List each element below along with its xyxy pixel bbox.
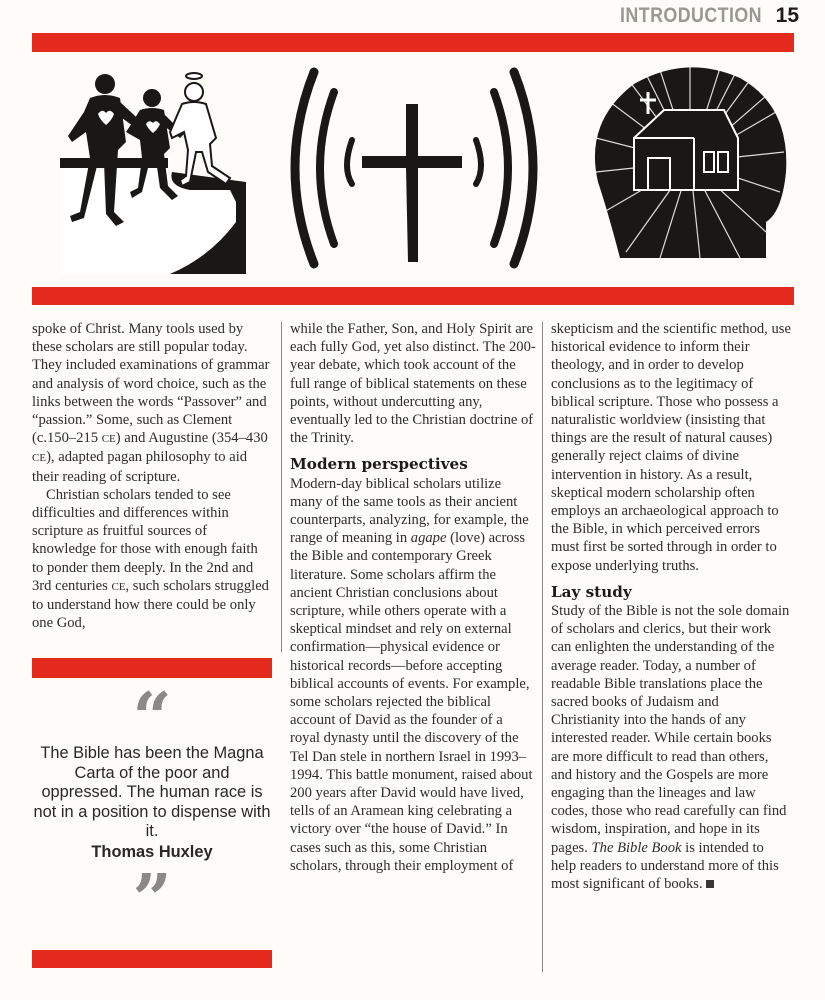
pull-quote (32, 678, 272, 940)
text-column-1 (32, 320, 270, 632)
close-quote-mark: ” (132, 859, 172, 940)
end-mark-icon (706, 880, 714, 888)
paragraph: Christian scholars tended to see difficulties and differences within scripture as fruitful sources of knowledge for those with enough faith to ponder them deeply. In the 2nd and 3rd centuries CE, such scholars struggled to understand how there could be only one God, (32, 486, 269, 632)
quote-bottom-rule (32, 950, 272, 968)
text-column-3 (551, 320, 791, 893)
cross-radiating-icon (286, 62, 542, 274)
paragraph: Modern-day biblical scholars utilize many of the same tools as their ancient counterparts, analyzing, for example, the range of meaning in agape (love) across the Bible and contemporary Greek literature. Some scholars affirm the ancient Christian conclusions about scripture, while others operate with a skeptical mindset and rely on external confirmation—physical evidence or historical records—before accepting biblical accounts of events. For example, some scholars rejected the biblical account of David as the founder of a royal dynasty until the discovery of the Tel Dan stele in northern Israel in 1993–1994. This battle monument, raised about 200 years after David would have lived, tells of an Aramean king celebrating a victory over “the house of David.” In cases such as this, some Christian scholars, through their employment of (290, 475, 533, 874)
head-with-church-icon (590, 62, 790, 274)
column-divider (542, 322, 543, 972)
text-column-2 (290, 320, 536, 875)
running-header (595, 4, 799, 28)
paragraph: skepticism and the scientific method, use historical evidence to inform their theology, and in order to develop conclusions as to the legitimacy of biblical scripture. Those who possess a naturalistic worldview (insisting that things are the result of natural causes) generally reject claims of divine intervention in history. As a result, skeptical modern scholarship often employs an archaeological approach to the Bible, in which perceived errors must first be sorted through in order to expose underlying truths. (551, 321, 791, 574)
open-quote-mark: “ (132, 678, 172, 758)
paragraph: while the Father, Son, and Holy Spirit are each fully God, yet also distinct. The 200-year debate, which took account of the full range of biblical statements on these points, without undercutting any, eventually led to the Christian doctrine of the Trinity. (290, 321, 536, 447)
top-red-rule (32, 33, 794, 52)
middle-red-rule (32, 287, 794, 305)
section-title: INTRODUCTION (619, 4, 762, 27)
paragraph: spoke of Christ. Many tools used by these scholars are still popular today. They included examinations of grammar and analysis of word choice, such as the links between the words “Passover” and “passion.” Some, such as Clement (c.150–215 CE) and Augustine (354–430 CE), adapted pagan philosophy to aid their reading of scripture. (32, 321, 270, 485)
section-heading: Modern perspectives (290, 455, 468, 474)
quote-author: Thomas Huxley (91, 842, 213, 861)
people-walking-with-hearts-icon (60, 62, 256, 274)
page-number: 15 (775, 4, 799, 27)
section-heading: Lay study (551, 582, 632, 601)
paragraph: Study of the Bible is not the sole domain of scholars and clerics, but their work can enlighten the understanding of the average reader. Today, a number of readable Bible translations place the sacred books of Judaism and Christianity into the hands of any interested reader. While certain books are more difficult to read than others, and history and the Gospels are more engaging than the lineages and law codes, those who read carefully can find wisdom, inspiration, and hope in its pages. The Bible Book is intended to help readers to understand more of this most significant of books. (551, 603, 790, 893)
quote-text: The Bible has been the Magna Carta of the poor and oppressed. The human race is not in a position to dispense with it. (33, 744, 271, 840)
quote-top-rule (32, 658, 272, 678)
column-divider (281, 322, 282, 652)
